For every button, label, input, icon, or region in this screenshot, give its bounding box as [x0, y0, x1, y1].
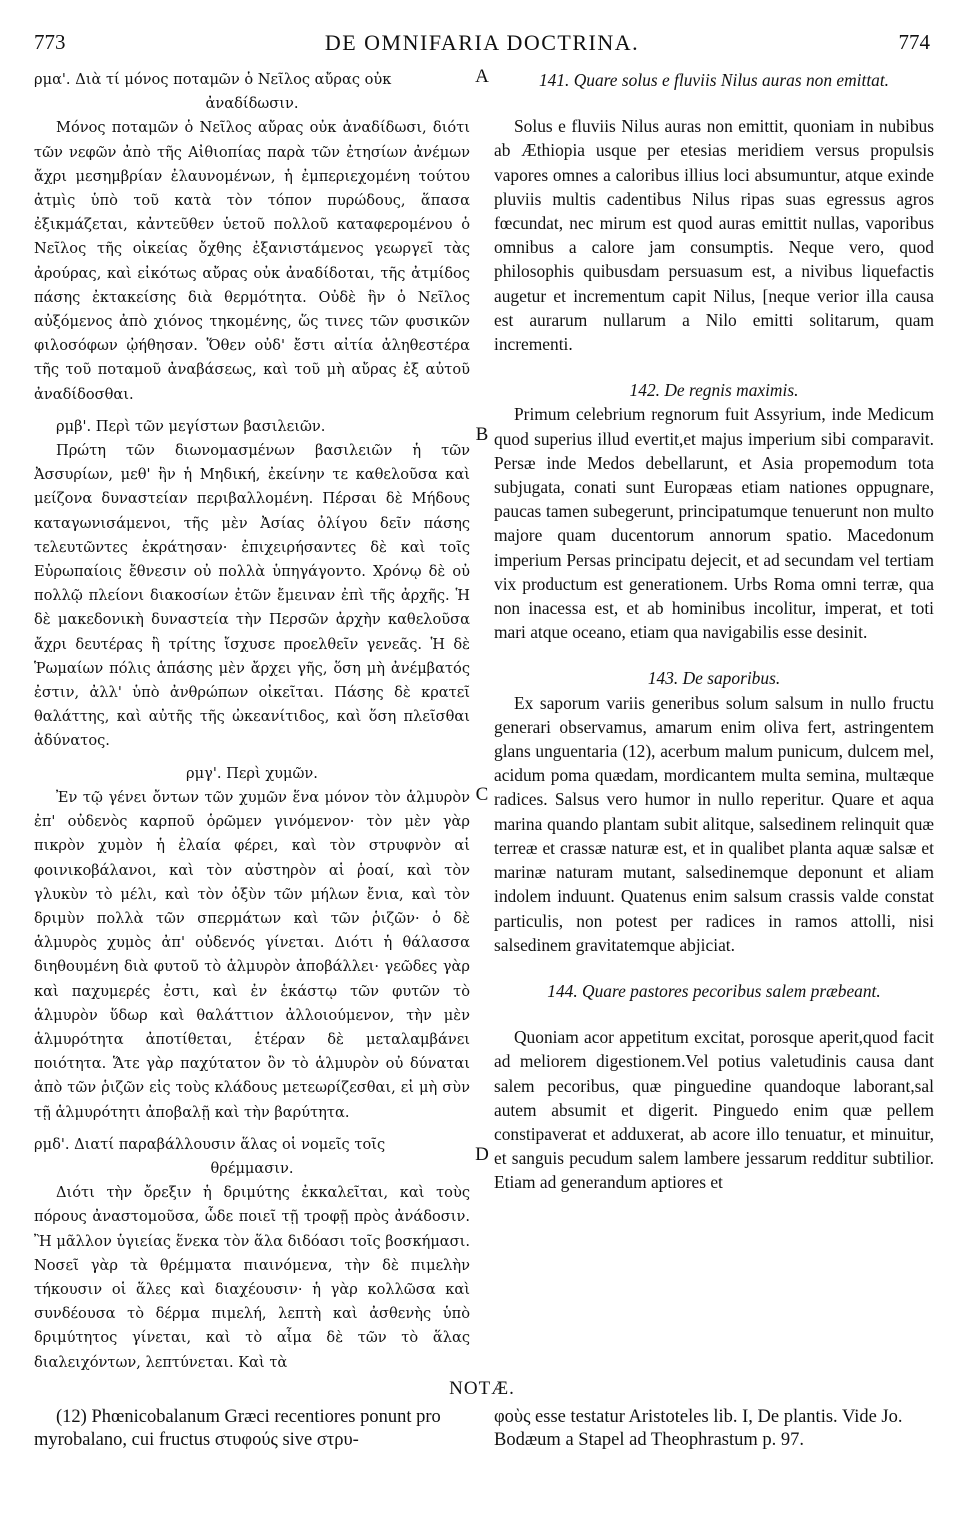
page-number-left: 773 — [34, 30, 66, 54]
footnote-left: (12) Phœnicobalanum Græci recentiores ponunt pro myrobalano, cui fructus στυφούς sive στρυ- — [34, 1407, 441, 1450]
latin-paragraph: Primum celebrium regnorum fuit Assyrium, inde Medicum quod superius illud evertit,et majus imperium sibi comparavit. Persæ inde Medos debellarunt, et Asia propemodum tota subjugata, conati sunt Europæas etiam nationes oppugnare, paucas tamen subegerunt, principatumque tenuerunt non multo majore quam ducentorum annorum spatio. Macedonum imperium Persas principatu dejecit, et ad secundam vel tertiam vix productum est generationem. Urbs Roma omni terræ, qua non inacessa est, et ab hominibus incolitur, imperat, et toti mari atque oceano, etiam qua navigabilis esse desinit. — [494, 404, 934, 643]
latin-section-title: 141. Quare solus e fluviis Nilus auras non emittat. — [538, 70, 890, 90]
latin-section-143 — [494, 666, 934, 956]
greek-paragraph: Διότι τὴν ὄρεξιν ἡ δριμύτης ἐκκαλεῖται, καὶ τοὺς πόρους ἀναστομοῦσα, ὧδε ποιεῖ τῇ τροφῇ πρὸς ἀνάδοσιν. Ἢ μᾶλλον ὑγιείας ἕνεκα τὸν ἅλα διδόασι τοῖς βοσκήμασι. Νοσεῖ γὰρ τὰ θρέμματα πιαινόμενα, τὴν δὲ πιμελὴν τήκουσιν οἱ ἅλες καὶ διαχέουσιν· ἡ γὰρ κολλῶσα καὶ συνδέουσα τὸ δέρμα πιμελή, λεπτὴ καὶ ἀσθενὴς ὑπὸ δριμύτητος γίνεται, καὶ τὸ αἷμα δὲ τῶν τὸ ἅλας διαλειχόντων, λεπτύνεται. Καὶ τὰ — [34, 1184, 470, 1371]
greek-paragraph: Ἐν τῷ γένει ὄντων τῶν χυμῶν ἕνα μόνον τὸν ἁλμυρὸν ἐπ' οὐδενὸς καρποῦ ὁρῶμεν γινόμενον· τὸν μὲν γὰρ πικρὸν χυμὸν ἡ ἐλαία φέρει, καὶ τὸν στρυφνὸν αἱ φοινικοβάλανοι, καὶ τὸν αὐστηρὸν αἱ ῥοαί, καὶ τὸν γλυκὺν τὸ μέλι, καὶ τὸν ὀξὺν τῶν μήλων ἔνια, καὶ τὸν δριμὺν πολλὰ τῶν σπερμάτων καὶ τῶν ῥιζῶν· ὁ δὲ ἁλμυρὸς χυμὸς ἀπ' οὐδενός γίνεται. Διότι ἡ θάλασσα διηθουμένη διὰ φυτοῦ τὸ ἁλμυρὸν ἀποβάλλει· γεῶδες γὰρ καὶ παχυμερές ἐστι, καὶ ἐν ἑκάστῳ τῶν φυτῶν τὸ ἁλμυρὸν ὕδωρ καὶ θαλάττιον ἀλλοιούμενον, τὴν μὲν ἁλμυρότητα ἀποτίθεται, ἑτέραν δὲ μεταλαμβάνει ποιότητα. Ἅτε γὰρ παχύτατον ὂν τὸ ἁλμυρὸν οὐ δύναται ἀπὸ τῶν ῥιζῶν εἰς τοὺς κλάδους μετεωρίζεσθαι, εἰ μὴ σὺν τῇ ἁλμυρότητι ἀποβαλῇ καὶ τὴν βαρύτητα. — [34, 788, 470, 1121]
greek-column — [34, 68, 470, 1375]
margin-letter-c: C — [475, 784, 489, 805]
margin-letter-a: A — [475, 66, 489, 87]
footnote-right: φοὺς esse testatur Aristoteles lib. I, De plantis. Vide Jo. Bodæum a Stapel ad Theophrastum p. 97. — [494, 1407, 903, 1450]
greek-section-title: ρμδ'. Διατί παραβάλλουσιν ἅλας οἱ νομεῖς τοῖς θρέμμασιν. — [34, 1135, 386, 1177]
latin-section-title: 143. De saporibus. — [647, 668, 781, 689]
greek-paragraph: Μόνος ποταμῶν ὁ Νεῖλος αὔρας οὐκ ἀναδίδωσι, διότι τῶν νεφῶν ἀπὸ τῆς Αἰθιοπίας παρὰ τῶν ἐτησίων ἀνέμων ἄχρι μεσημβρίαν ἐλαυνομένων, ἡ ἐμπεριεχομένη τούτου ἀτμὶς ὑπὸ τοῦ κατὰ τὸν τόπον πυρώδους, ἅπασα ἐξικμάζεται, κἀντεῦθεν ὑετοῦ πολλοῦ καταφερομένου ὁ Νεῖλος τῆς οἰκείας ὄχθης ἐξανιστάμενος γεωργεῖ τὰς ἀρούρας, καὶ εἰκότως αὔρας οὐκ ἀναδίδοται, τῆς ἀτμίδος πάσης ἐκτακείσης διὰ θερμότητα. Οὐδὲ ἣν ὁ Νεῖλος αὐξόμενος ἀπὸ χιόνος τηκομένης, ὥς τινες τῶν φυσικῶν φιλοσόφων ᾠήθησαν. Ὅθεν οὐδ' ἔστι αἰτία ἀληθεστέρα τῆς τοῦ ποταμοῦ ἀναβάσεως, καὶ τοῦ μὴ αὔρας ἐξ αὐτοῦ ἀναδίδοσθαι. — [34, 119, 470, 403]
latin-paragraph: Solus e fluviis Nilus auras non emittit, quoniam in nubibus ab Æthiopia usque per etesias meridiem versus propulsis vapores omnes a caloribus illius loci absumuntur, atque exinde pluviis multis cadentibus Nilus ripas suas egressus agros fœcundat, nec mirum est quod auras emittit nullas, vaporibus omnibus a calore jam consumptis. Neque vero, quod philosophis quibusdam persuasum est, a nivibus liquefactis augetur et incrementum capit Nilus, [neque verior illa causa est aurarum nullarum a Nilo emitti solitarum, quam incrementi. — [494, 116, 934, 355]
latin-section-title: 142. De regnis maximis. — [629, 380, 799, 401]
greek-section-143 — [34, 762, 470, 1125]
latin-section-141 — [494, 68, 934, 356]
running-title: DE OMNIFARIA DOCTRINA. — [324, 30, 640, 55]
latin-column — [494, 68, 934, 1195]
greek-section-title: ρμγ'. Περὶ χυμῶν. — [186, 764, 318, 782]
margin-letter-b: B — [475, 424, 489, 445]
margin-letter-d: D — [475, 1144, 489, 1165]
page-number-right: 774 — [898, 30, 930, 54]
latin-paragraph: Quoniam acor appetitum excitat, porosque aperit,quod facit ad meliorem digestionem.Vel potius valetudinis causa dant salem pecoribus, quæ pinguedine quandoque laborant,sal autem absumit et digerit. Pinguedo enim quæ pellem constipaverat et adduxerat, ab acore illo tenuatur, et minuitur, et sanguis pecudum salem lambere jessarum redditur subtilior. Etiam ad generandum aptiores et — [494, 1027, 934, 1193]
latin-paragraph: Ex saporum variis generibus solum salsum in nullo fructu generari observamus, amarum enim oliva fert, astringentem glans unguentaria (12), acerbum malum punicum, dulcem mel, acidum poma quædam, mordicantem multa semina, multæque radices. Salsus vero humor in nullo reperitur. Quare et aqua marina quando plantam subit alitque, salsedinem relinquit quæ terreæ et crassæ naturæ est, et in qualibet planta aquæ salsæ et marinæ naturam mutant, salsedinemque deponunt et aliam indolem induunt. Quatenus enim salsum crassis valde constat particulis, non potest per radices in ramos attolli, nisi salsedinem gravitatemque abjiciat. — [494, 692, 934, 955]
latin-section-144 — [494, 979, 934, 1195]
greek-section-title: ρμα'. Διὰ τί μόνος ποταμῶν ὁ Νεῖλος αὔρας οὐκ ἀναδίδωσιν. — [34, 71, 392, 113]
latin-section-title: 144. Quare pastores pecoribus salem præbeant. — [547, 980, 881, 1001]
greek-section-142 — [34, 415, 470, 754]
greek-section-141 — [34, 68, 470, 407]
greek-section-title: ρμβ'. Περὶ τῶν μεγίστων βασιλειῶν. — [56, 417, 326, 435]
page-header — [34, 30, 930, 64]
notes-heading: NOTÆ. — [449, 1378, 515, 1399]
greek-paragraph: Πρώτη τῶν διωνομασμένων βασιλειῶν ἡ τῶν Ἀσσυρίων, μεθ' ἣν ἡ Μηδική, ἐκείνην τε καθελοῦσα καὶ μείζονα δυναστείαν περιβαλλομένη. Πέρσαι δὲ Μήδους καταγωνισάμενοι, τῆς μὲν Ἀσίας ὀλίγου δεῖν πάσης τελευτῶντες ἐκράτησαν· ἐπιχειρήσαντες δὲ καὶ τοῖς Εὐρωπαίοις ἔθνεσιν οὐ πολλὰ ὑπηγάγοντο. Χρόνῳ δὲ οὐ πολλῷ πλείονι διακοσίων ἐτῶν ἔμειναν ἐπὶ τῆς ἀρχῆς. Ἡ δὲ μακεδονικὴ δυναστεία τὴν Περσῶν ἀρχὴν καθελοῦσα ἄχρι δευτέρας ἢ τρίτης ἴσχυσε προελθεῖν γενεᾶς. Ἡ δὲ Ῥωμαίων πόλις ἁπάσης μὲν ἄρχει γῆς, ὅση μὴ ἀνέμβατός ἐστιν, ἀλλ' ὑπὸ ἀνθρώπων οἰκεῖται. Πάσης δὲ κρατεῖ θαλάττης, καὶ αὐτῆς τῆς ὠκεανίτιδος, καὶ ὅση πλεῖσθαι ἀδύνατος. — [34, 442, 470, 750]
latin-section-142 — [494, 378, 934, 644]
greek-section-144 — [34, 1133, 470, 1375]
